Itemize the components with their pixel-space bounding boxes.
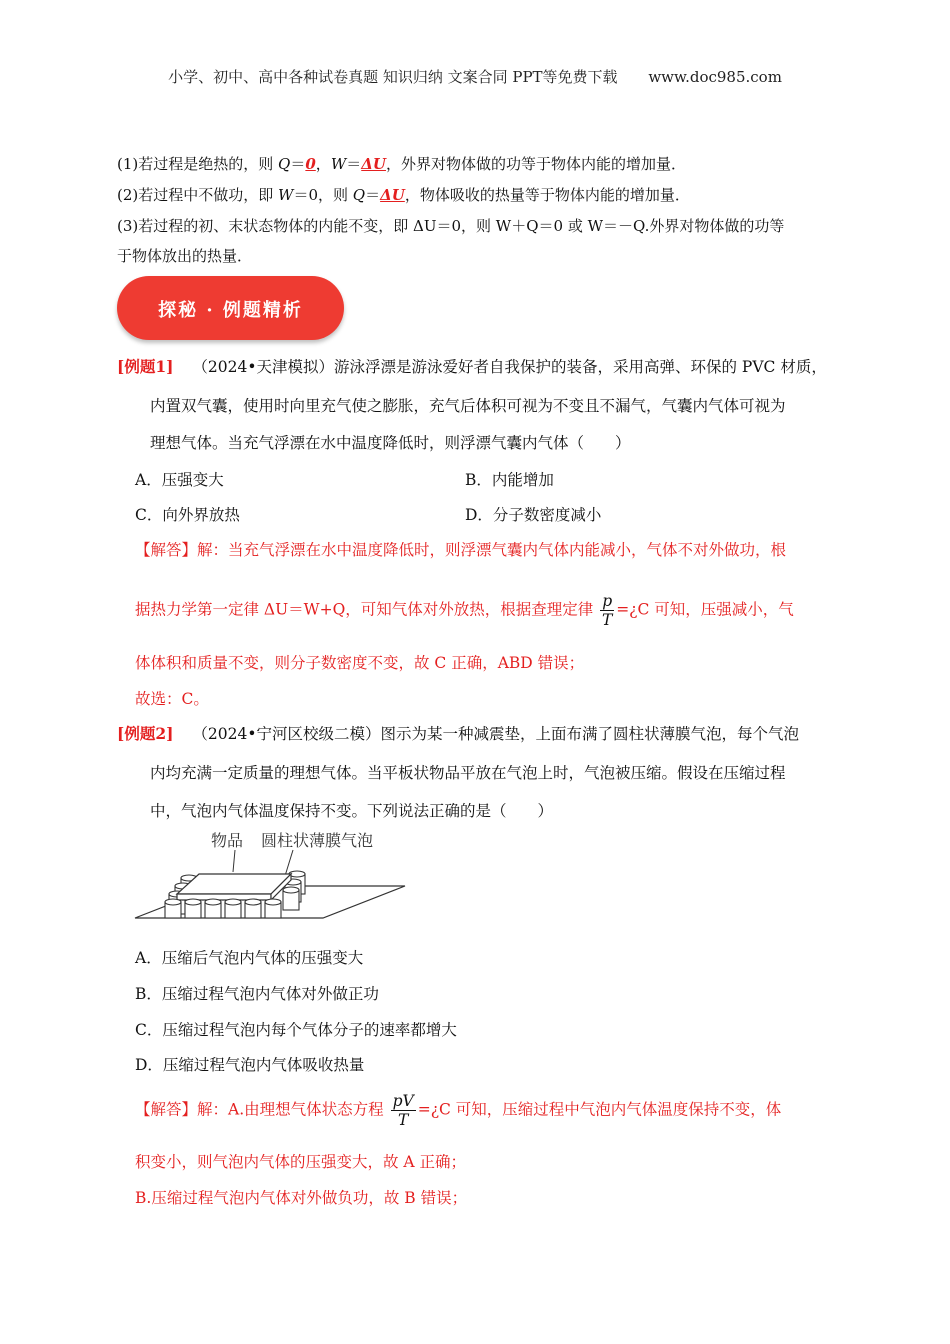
example1-option-c[interactable]: C．向外界放热: [135, 506, 240, 524]
example2-option-a[interactable]: A．压缩后气泡内气体的压强变大: [135, 949, 364, 967]
example1-line1: [例题1] （2024•天津模拟）游泳浮漂是游泳爱好者自我保护的装备，采用高弹、环保的 PVC 材质，: [117, 357, 827, 376]
example2-option-c[interactable]: C．压缩过程气泡内每个气体分子的速率都增大: [135, 1021, 457, 1039]
example1-answer-line1: 【解答】解：当充气浮漂在水中温度降低时，则浮漂气囊内气体内能减小，气体不对外做功，根: [135, 541, 787, 559]
example2-line2: 内均充满一定质量的理想气体。当平板状物品平放在气泡上时，气泡被压缩。假设在压缩过程: [150, 764, 786, 782]
page-header: [0, 66, 950, 87]
example2-answer-line3: B.压缩过程气泡内气体对外做负功，故 B 错误；: [135, 1189, 468, 1207]
example1-answer-line4: 故选：C。: [135, 690, 209, 708]
banner-label: 探秘 · 例题精析: [158, 300, 303, 321]
note-3-line1: (3)若过程的初、末状态物体的内能不变，即 ΔU＝0，则 W＋Q＝0 或 W＝－Q.外界对物体做的功等: [117, 217, 785, 235]
example2-line1: [例题2] （2024•宁河区校级二模）图示为某一种减震垫，上面布满了圆柱状薄膜气泡，每个气泡: [117, 724, 799, 743]
answer-tag-2: 【解答】: [135, 1100, 198, 1119]
header-text: 小学、初中、高中各种试卷真题 知识归纳 文案合同 PPT等免费下载: [168, 68, 618, 86]
example1-tag: [例题1]: [117, 357, 174, 376]
answer-tag: 【解答】: [135, 541, 198, 559]
fraction-pv-over-t: $\frac{pV}{T}$: [392, 1092, 414, 1129]
example1-answer-line2: 据热力学第一定律 ΔU＝W+Q，可知气体对外放热，根据查理定律 $\frac{p}{T}$ =¿C 可知，压强减小，气: [135, 592, 794, 629]
shock-pad-figure: [133, 826, 413, 926]
example1-option-b[interactable]: B．内能增加: [465, 471, 554, 489]
example1-line2: 内置双气囊，使用时向里充气使之膨胀，充气后体积可视为不变且不漏气，气囊内气体可视为: [150, 397, 786, 415]
fraction-p-over-t: $\frac{p}{T}$: [602, 592, 613, 629]
example2-tag: [例题2]: [117, 724, 174, 743]
example1-option-d[interactable]: D．分子数密度减小: [465, 506, 602, 524]
note-3-line2: 于物体放出的热量．: [117, 247, 253, 265]
example2-option-d[interactable]: D．压缩过程气泡内气体吸收热量: [135, 1056, 365, 1074]
note-1: (1)若过程是绝热的，则 Q＝0，W＝ΔU，外界对物体做的功等于物体内能的增加量．: [117, 155, 686, 173]
example2-line3: 中，气泡内气体温度保持不变。下列说法正确的是（ ）: [150, 802, 554, 820]
example1-line3: 理想气体。当充气浮漂在水中温度降低时，则浮漂气囊内气体（ ）: [150, 434, 631, 452]
header-site[interactable]: www.doc985.com: [648, 68, 782, 86]
example1-option-a[interactable]: A．压强变大: [135, 471, 224, 489]
example2-answer-line2: 积变小，则气泡内气体的压强变大，故 A 正确；: [135, 1153, 467, 1171]
figure-label-item: 物品: [211, 833, 244, 850]
example2-option-b[interactable]: B．压缩过程气泡内气体对外做正功: [135, 985, 379, 1003]
section-banner: [117, 276, 344, 340]
example1-answer-line3: 体体积和质量不变，则分子数密度不变，故 C 正确，ABD 错误；: [135, 654, 585, 672]
figure-label-bubbles: 圆柱状薄膜气泡: [261, 833, 374, 850]
note-2: (2)若过程中不做功，即 W＝0，则 Q＝ΔU，物体吸收的热量等于物体内能的增加量．: [117, 186, 690, 204]
example2-answer-line1: 【解答】解：A.由理想气体状态方程 $\frac{pV}{T}$ =¿C 可知，压缩过程中气泡内气体温度保持不变，体: [135, 1092, 782, 1129]
